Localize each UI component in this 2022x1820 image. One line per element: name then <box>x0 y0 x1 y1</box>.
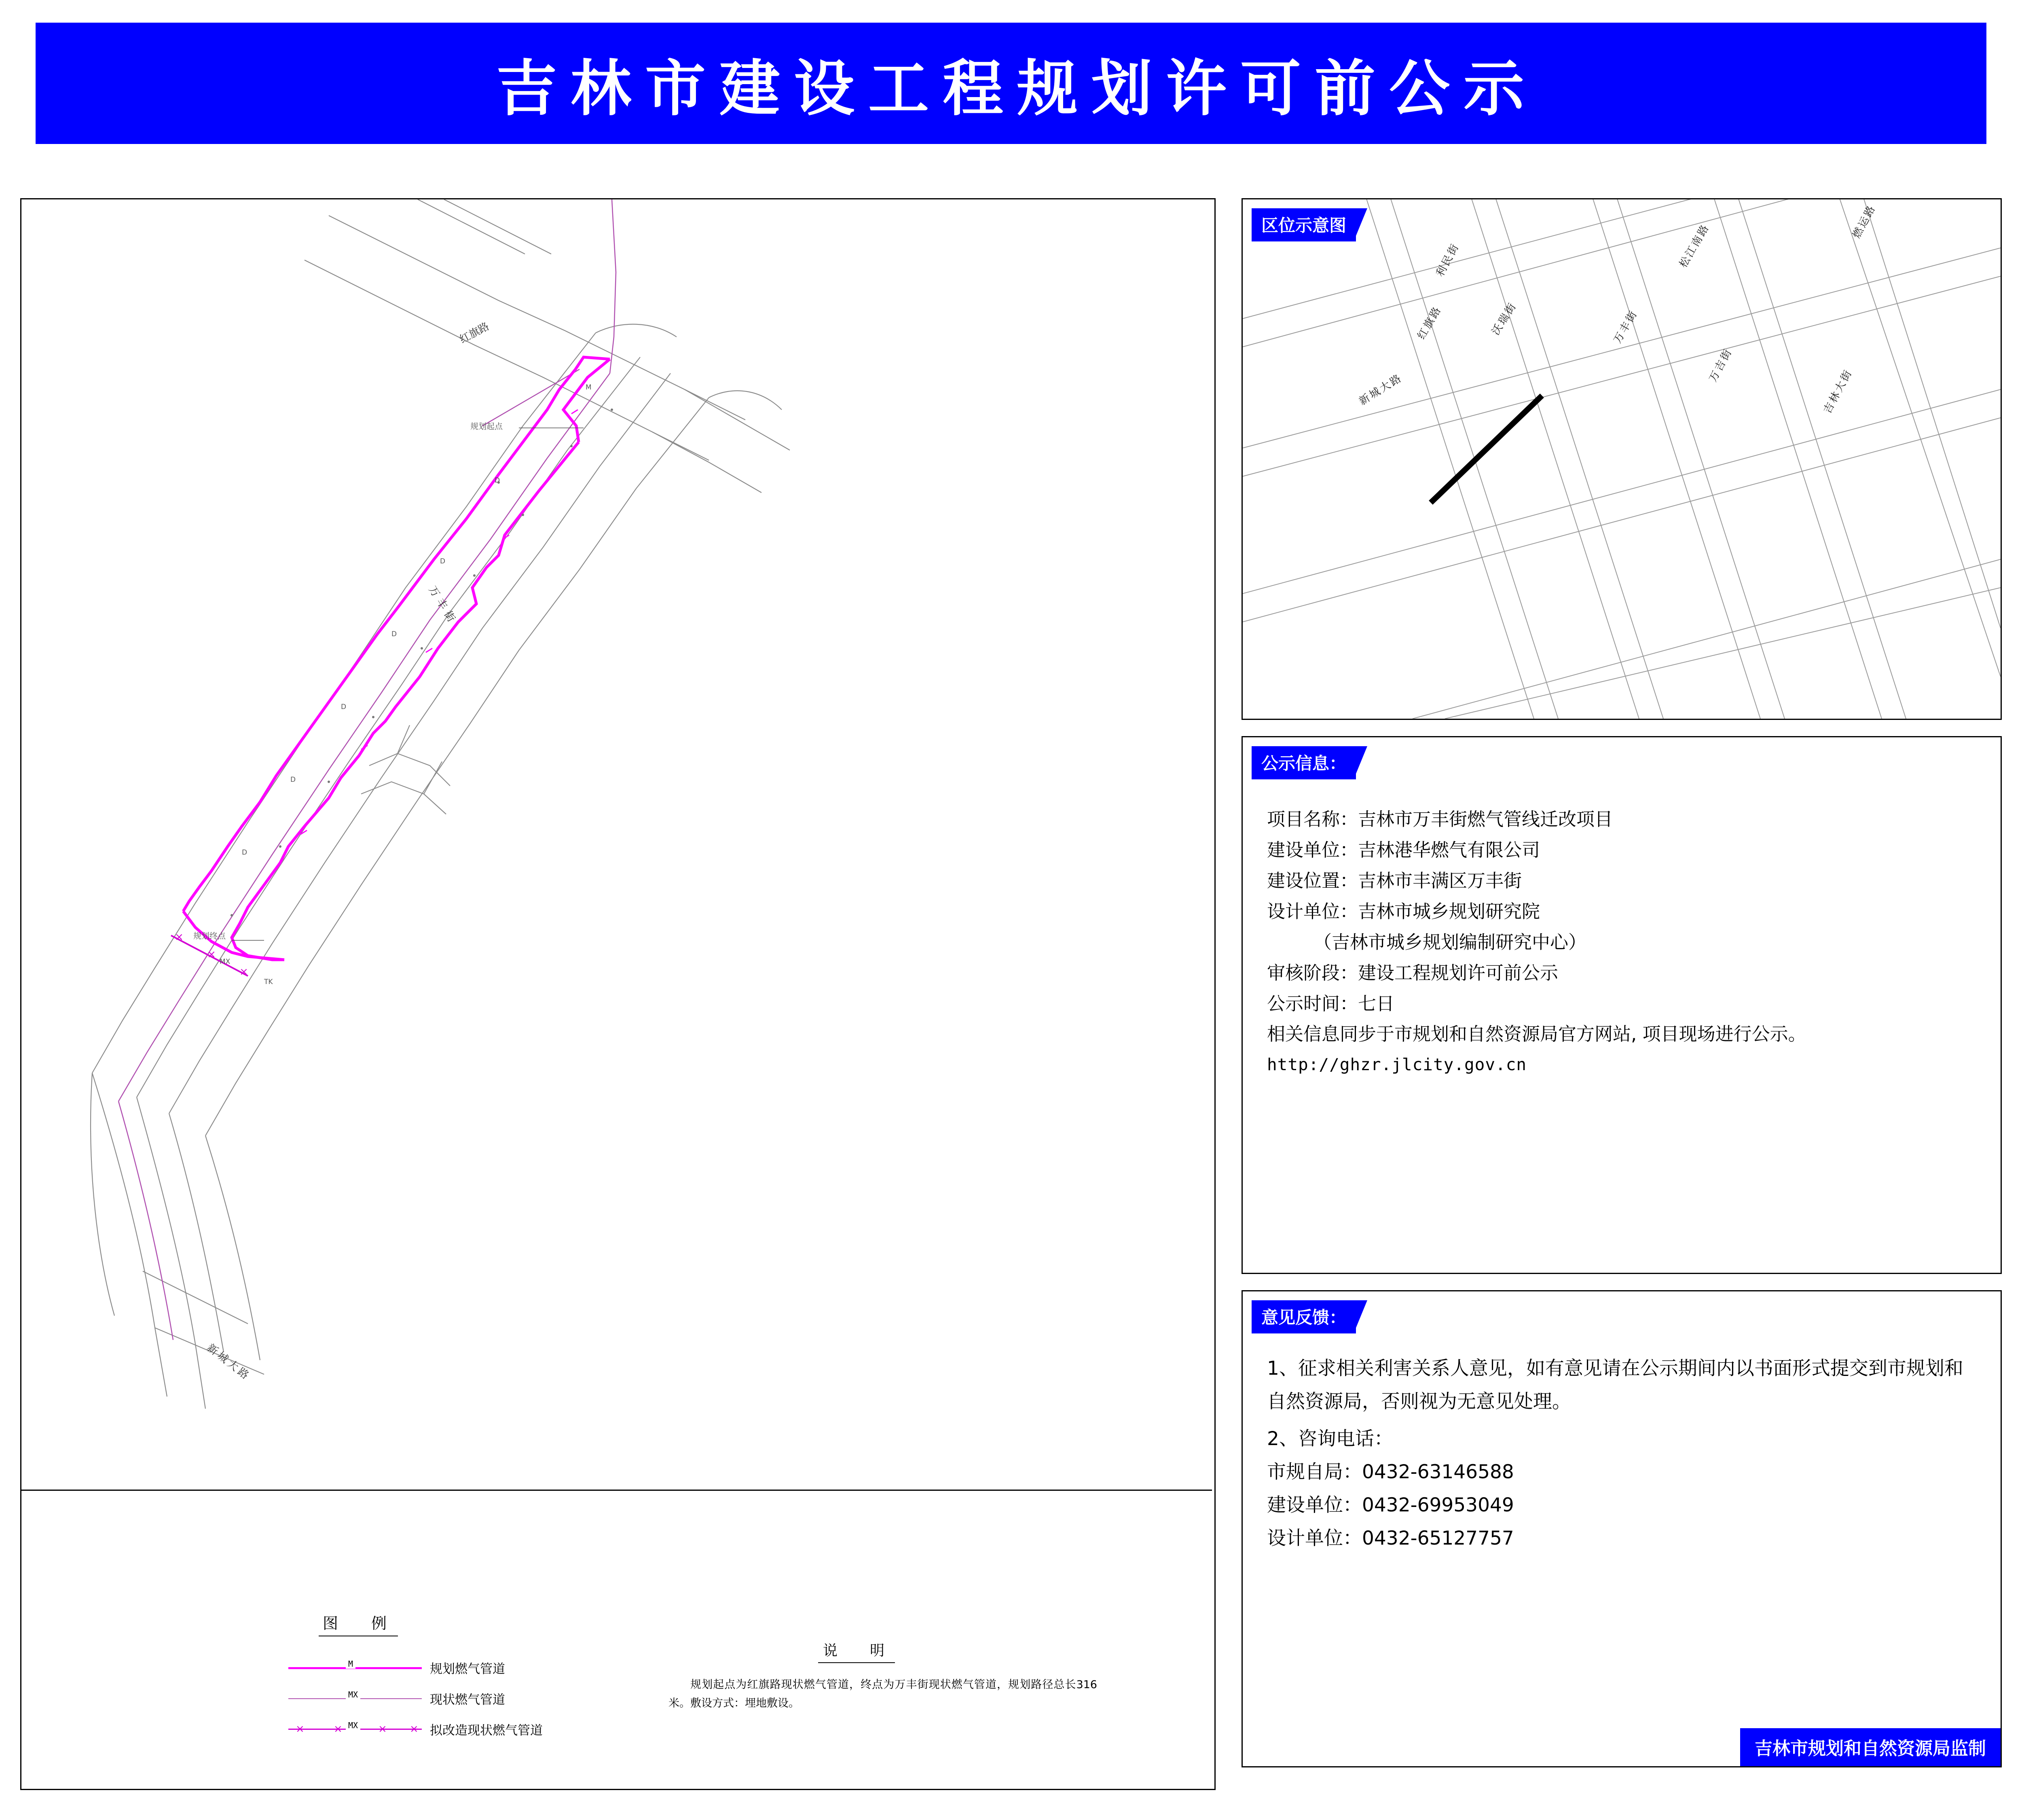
legend-symbol-planned <box>288 1661 422 1674</box>
notes-body: 规划起点为红旗路现状燃气管道，终点为万丰街现状燃气管道，规划路径总长316米。敷设方式：埋地敷设。 <box>668 1678 1097 1710</box>
info-notice-sentence: 相关信息同步于市规划和自然资源局官方网站, 项目现场进行公示。 <box>1267 1023 1806 1045</box>
svg-text:D: D <box>242 849 247 857</box>
location-sketch-panel <box>1242 198 2002 720</box>
map-label-xincheng-road: 新城大路 <box>204 1342 253 1383</box>
feedback-phone-construction-unit: 建设单位：0432-69953049 <box>1267 1494 1514 1516</box>
feedback-paragraph-2: 2、咨询电话： <box>1267 1428 1393 1450</box>
svg-text:×: × <box>239 966 248 978</box>
svg-text:D: D <box>440 557 446 565</box>
notes-title: 说 明 <box>818 1639 895 1663</box>
legend-title: 图 例 <box>319 1611 398 1636</box>
map-label-hongqi-road: 红旗路 <box>457 320 491 346</box>
info-row-location: 建设位置：吉林市丰满区万丰街 <box>1267 870 1522 891</box>
legend-symbol-rebuild: × × × × MX <box>288 1723 422 1735</box>
location-label-wanfeng-street: 万丰街 <box>1611 308 1640 346</box>
svg-text:D: D <box>290 776 296 784</box>
map-label-end-point: 规划终点 <box>193 931 226 941</box>
location-label-ranyun-road: 燃运路 <box>1850 202 1878 241</box>
map-label-wanfeng-street: 万丰街 <box>426 584 460 628</box>
location-label-songjiang-south-road: 松江南路 <box>1677 222 1712 270</box>
info-website-url: http://ghzr.jlcity.gov.cn <box>1267 1055 1527 1074</box>
legend-code-existing: MX <box>346 1690 360 1699</box>
location-label-xincheng-road: 新城大路 <box>1357 372 1405 408</box>
info-row-construction-unit: 建设单位：吉林港华燃气有限公司 <box>1267 839 1540 861</box>
feedback-panel-tab: 意见反馈： <box>1252 1300 1356 1333</box>
info-row-project-name: 项目名称：吉林市万丰街燃气管线迁改项目 <box>1267 808 1613 830</box>
legend-item-planned <box>288 1659 505 1676</box>
feedback-paragraph-1: 1、征求相关利害关系人意见，如有意见请在公示期间内以书面形式提交到市规划和自然资源局，否则视为无意见处理。 <box>1267 1357 1963 1413</box>
feedback-panel <box>1242 1290 2002 1767</box>
legend-item-rebuild <box>288 1721 543 1737</box>
info-row-review-stage: 审核阶段：建设工程规划许可前公示 <box>1267 962 1559 984</box>
location-label-wanji-street: 万吉街 <box>1707 346 1735 384</box>
main-map-drawing <box>21 199 1212 1490</box>
main-map-panel <box>20 198 1216 1790</box>
legend-label-planned: 规划燃气管道 <box>430 1661 505 1676</box>
svg-text:×: × <box>175 931 184 943</box>
feedback-phone-planning-bureau: 市规自局：0432-63146588 <box>1267 1461 1514 1483</box>
legend-code-planned: M <box>346 1659 355 1669</box>
info-notice-text <box>1267 1019 1967 1079</box>
location-label-hongqi-road: 红旗路 <box>1415 304 1444 342</box>
legend-box <box>288 1611 571 1790</box>
info-panel-tab: 公示信息： <box>1252 746 1356 779</box>
svg-text:D: D <box>391 630 397 638</box>
page-title: 吉林市建设工程规划许可前公示 <box>496 54 1538 124</box>
location-label-wourui-street: 沃瑞街 <box>1489 300 1519 337</box>
publicity-info-panel <box>1242 736 2002 1274</box>
map-divider <box>21 1490 1212 1491</box>
location-map <box>1243 199 2001 719</box>
legend-item-existing <box>288 1690 505 1706</box>
map-label-start-point: 规划起点 <box>470 421 503 431</box>
right-column <box>1242 198 2002 1767</box>
issuing-authority-stamp: 吉林市规划和自然资源局监制 <box>1740 1728 2001 1766</box>
legend-symbol-existing <box>288 1692 422 1704</box>
svg-text:×: × <box>207 948 216 961</box>
legend-label-rebuild: 拟改造现状燃气管道 <box>430 1723 543 1738</box>
location-label-limin-street: 利民街 <box>1434 241 1462 279</box>
feedback-phone-design-unit: 设计单位：0432-65127757 <box>1267 1527 1514 1549</box>
location-label-jilin-street: 吉林大街 <box>1821 367 1855 416</box>
svg-text:TK: TK <box>264 978 273 986</box>
svg-text:M: M <box>586 383 592 392</box>
page-title-banner <box>36 23 1986 144</box>
svg-text:D: D <box>341 703 347 711</box>
svg-text:D: D <box>495 476 500 485</box>
legend-code-rebuild: MX <box>346 1721 360 1730</box>
svg-text:MX: MX <box>220 958 231 966</box>
info-row-design-unit: 设计单位：吉林市城乡规划研究院 <box>1267 901 1540 922</box>
info-row-design-unit-sub: （吉林市城乡规划编制研究中心） <box>1313 931 1587 953</box>
info-row-publicity-period: 公示时间：七日 <box>1267 993 1395 1014</box>
info-body <box>1267 804 1967 1079</box>
feedback-body <box>1267 1352 1979 1555</box>
location-map-svg <box>1243 199 2001 719</box>
legend-label-existing: 现状燃气管道 <box>430 1692 505 1707</box>
main-map-svg <box>21 199 1212 1490</box>
location-panel-tab: 区位示意图 <box>1252 208 1356 241</box>
